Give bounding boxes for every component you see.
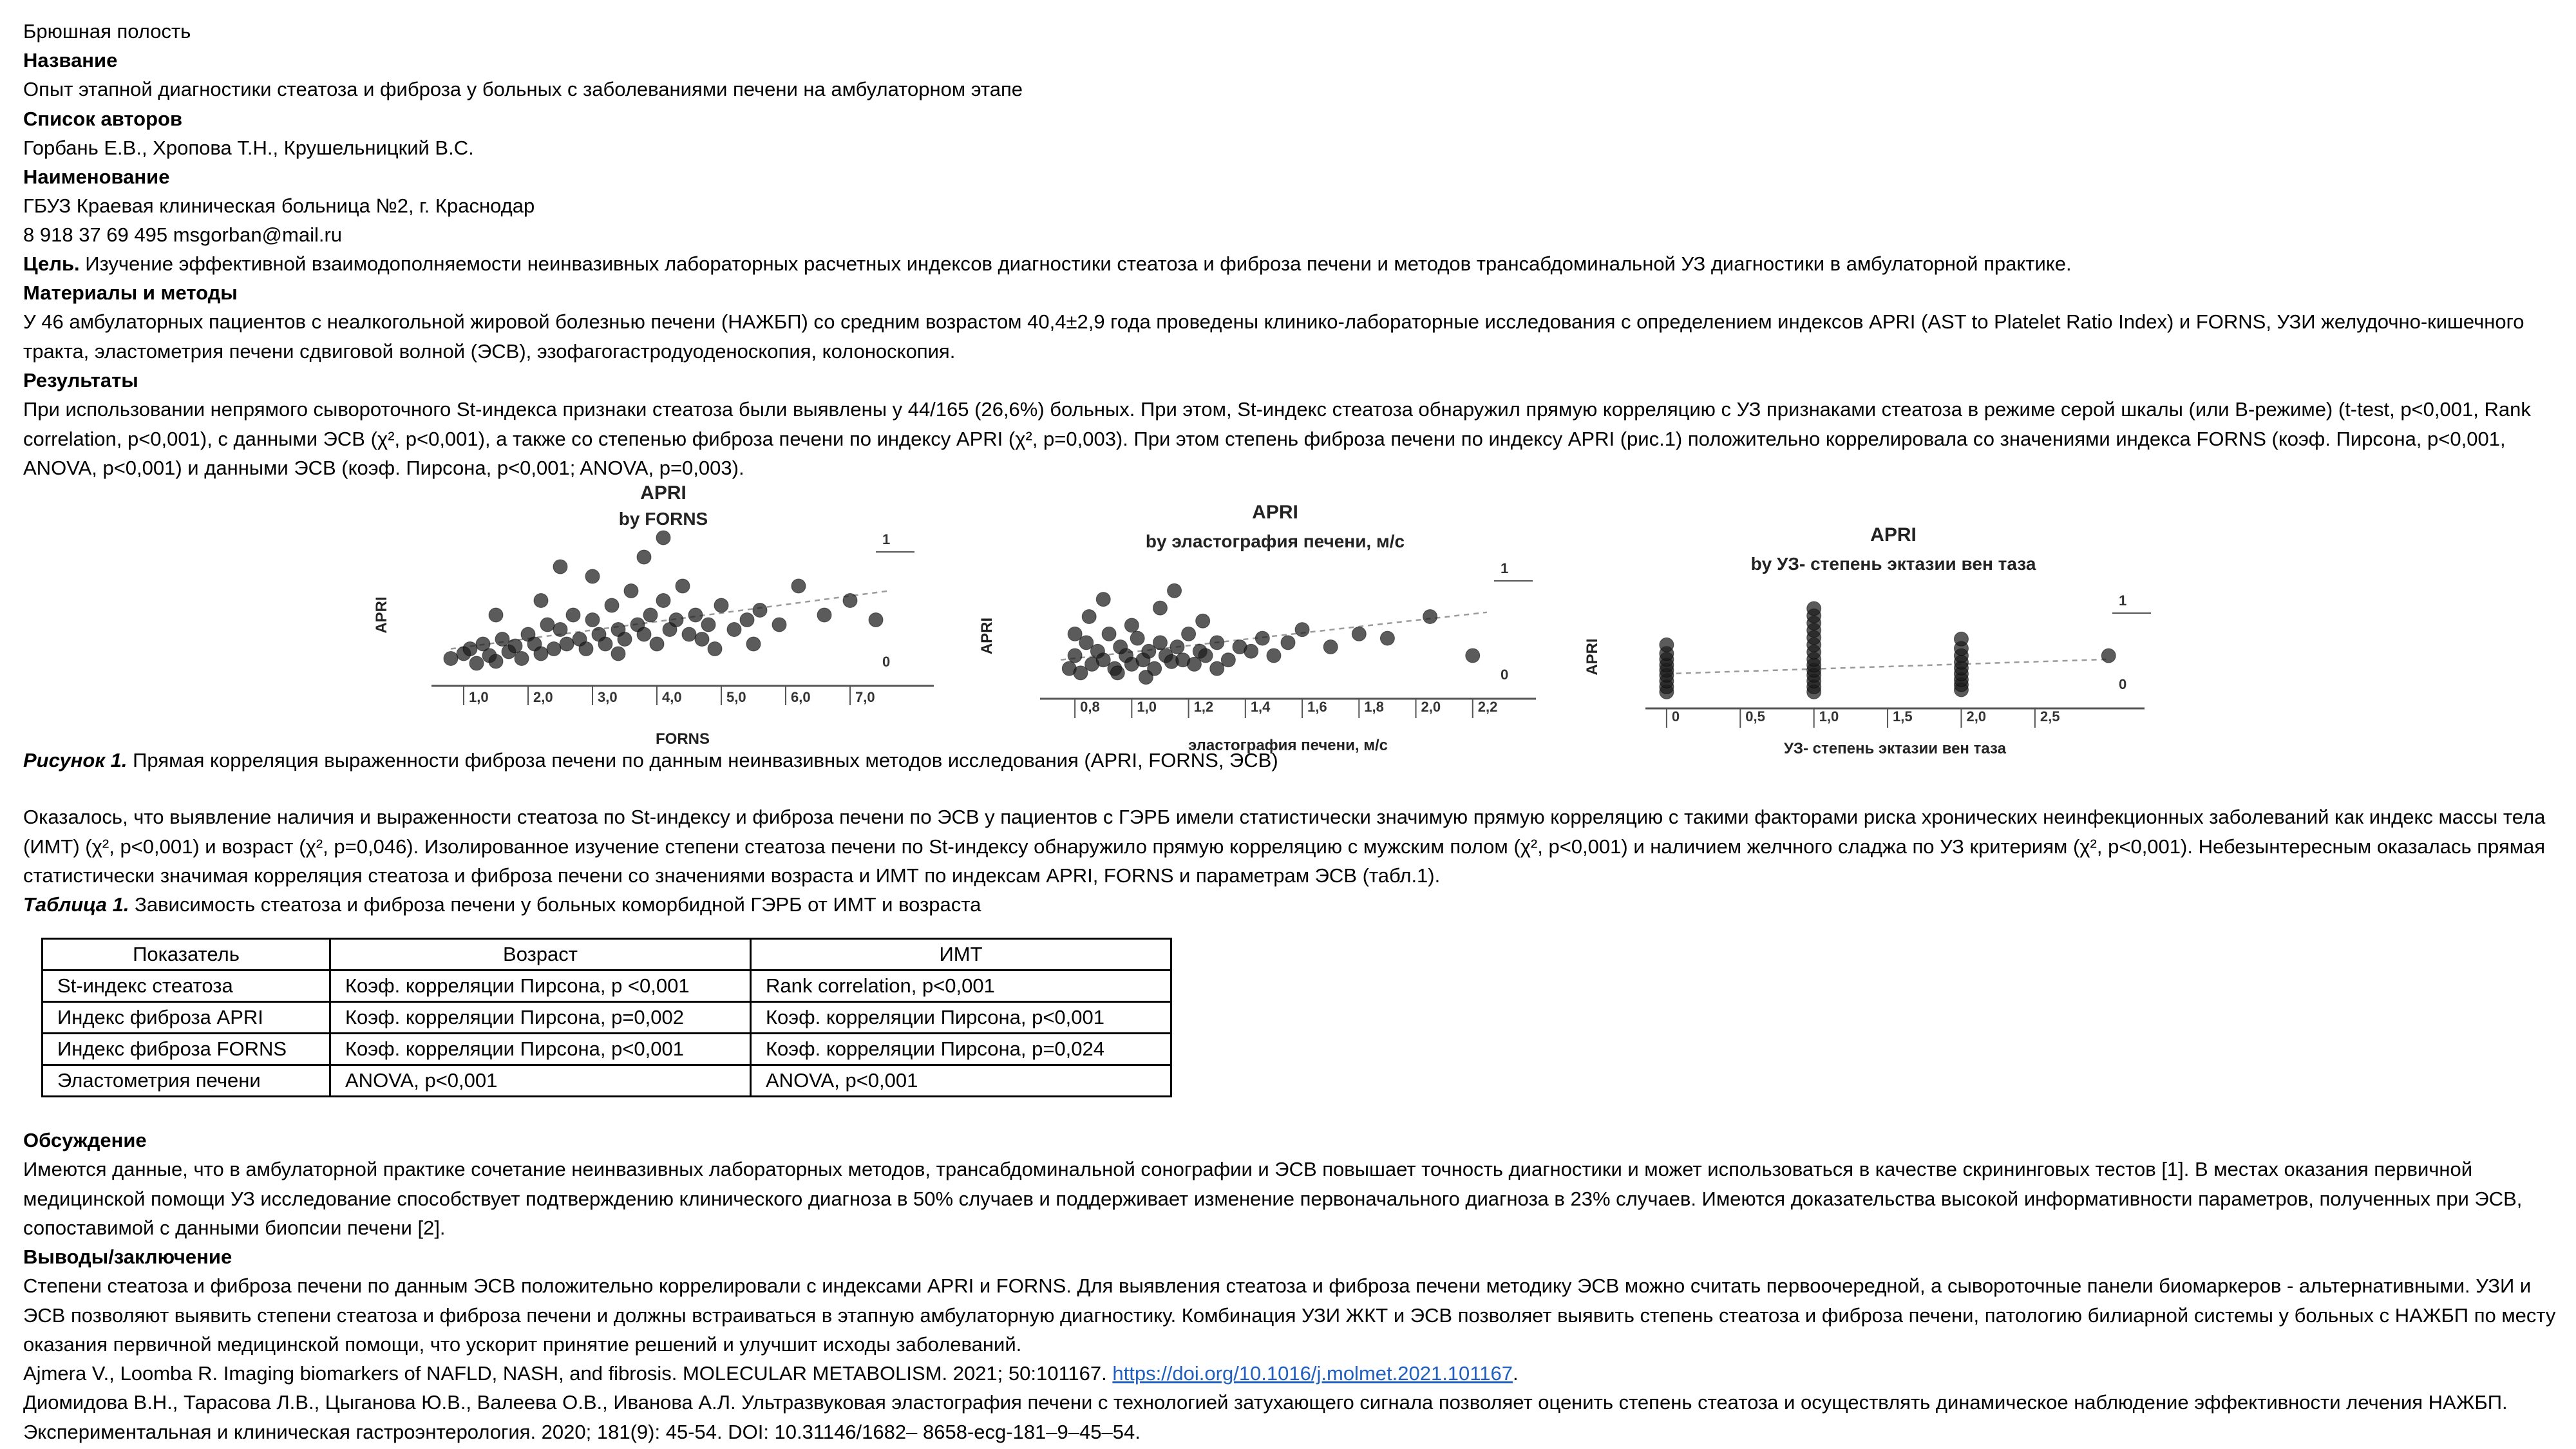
- paper-title: Опыт этапной диагностики стеатоза и фиброза у больных с заболеваниями печени на амбулаторном этапе: [23, 78, 1023, 100]
- chart-data-point: [495, 632, 509, 647]
- chart-data-point: [1295, 623, 1309, 637]
- table-cell: ANOVA, p<0,001: [330, 1065, 751, 1097]
- table-cell: Коэф. корреляции Пирсона, p=0,024: [751, 1034, 1171, 1065]
- title-heading: Название: [23, 49, 118, 71]
- aim-text: Изучение эффективной взаимодополняемости неинвазивных лабораторных расчетных индексов диагностики стеатоза и фиброза печени и методов трансабдоминальной УЗ диагностики в амбулаторной практике.: [79, 252, 2072, 275]
- chart-x-tick-label: 1,0: [469, 689, 489, 705]
- chart-x-tick-label: 7,0: [855, 689, 875, 705]
- table-cell: Индекс фиброза FORNS: [43, 1034, 330, 1065]
- chart-data-point: [695, 632, 709, 647]
- chart-x-tick-label: 2,0: [1966, 708, 1987, 724]
- table-caption-text: Зависимость стеатоза и фиброза печени у больных коморбидной ГЭРБ от ИМТ и возраста: [129, 893, 981, 916]
- reference-1-end: .: [1512, 1362, 1519, 1385]
- chart-data-point: [656, 531, 670, 545]
- chart-y-axis-label: APRI: [1584, 638, 1601, 676]
- table-row: [43, 971, 1171, 1002]
- chart-data-point: [624, 584, 638, 598]
- chart-legend-top: 1: [882, 531, 891, 547]
- chart-data-point: [869, 613, 883, 627]
- chart-data-point: [1110, 666, 1124, 680]
- chart-data-point: [540, 618, 554, 632]
- chart-x-tick-label: 5,0: [726, 689, 746, 705]
- chart-data-point: [637, 627, 651, 641]
- chart-x-tick-label: 1,8: [1364, 699, 1384, 715]
- chart-data-point: [1130, 631, 1144, 645]
- chart-data-point: [534, 594, 548, 608]
- table-cell: Индекс фиброза APRI: [43, 1002, 330, 1034]
- chart-x-tick-label: 1,0: [1819, 708, 1839, 724]
- reference-2: Диомидова В.Н., Тарасова Л.В., Цыганова Ю.В., Валеева О.В., Иванова А.Л. Ультразвуковая эластография печени с технологией затухающего сигнала позволяет оценить степень стеатоза и осуществлять динамическое наблюдение эффективности лечения НАЖБП. Экспериментальная и клиническая гастроэнтерология. 2020; 181(9): 45-54. DOI: 10.31146/1682– 8658-ecg-181–9–45–54.: [23, 1391, 2508, 1443]
- chart-data-point: [817, 608, 831, 622]
- chart-data-point: [1954, 632, 1968, 646]
- chart-data-point: [1096, 592, 1110, 607]
- chart-data-point: [1068, 627, 1082, 641]
- chart-data-point: [618, 632, 632, 647]
- aim: [23, 249, 2072, 278]
- table-header-cell: Возраст: [330, 939, 751, 971]
- chart-x-tick-label: 6,0: [791, 689, 811, 705]
- chart-data-point: [701, 618, 715, 632]
- chart-data-point: [676, 579, 690, 593]
- chart-data-point: [444, 652, 458, 666]
- chart-data-point: [1423, 610, 1437, 624]
- chart-data-point: [1068, 649, 1082, 663]
- chart-data-point: [727, 623, 741, 637]
- chart-x-tick-label: 2,2: [1477, 699, 1498, 715]
- chart-data-point: [1182, 627, 1196, 641]
- chart-data-point: [682, 627, 696, 641]
- chart-subtitle: by УЗ- степень эктазии вен таза: [1750, 554, 2036, 574]
- chart-data-point: [669, 613, 683, 627]
- reference-1: [23, 1359, 1519, 1388]
- contact: 8 918 37 69 495 msgorban@mail.ru: [23, 223, 343, 246]
- chart-data-point: [1807, 601, 1821, 616]
- table-cell: Коэф. корреляции Пирсона, p<0,001: [330, 1034, 751, 1065]
- chart-data-point: [560, 637, 574, 651]
- org-heading: Наименование: [23, 166, 170, 188]
- chart-x-tick-label: 2,0: [1421, 699, 1441, 715]
- chart-data-point: [566, 608, 580, 622]
- chart-data-point: [643, 608, 658, 622]
- chart-data-point: [1380, 631, 1394, 645]
- chart-data-point: [1466, 649, 1480, 663]
- chart-apri-by-forns: [361, 480, 953, 750]
- chart-trend-line: [1667, 659, 2108, 674]
- conclusion-heading: Выводы/заключение: [23, 1245, 232, 1268]
- chart-data-point: [1124, 618, 1139, 632]
- results-heading: Результаты: [23, 369, 138, 392]
- chart-data-point: [637, 550, 651, 564]
- table-header-row: [43, 939, 1171, 971]
- reference-1-text: Ajmera V., Loomba R. Imaging biomarkers of NAFLD, NASH, and fibrosis. MOLECULAR METABOLISM. 2021; 50:101167.: [23, 1362, 1113, 1385]
- chart-data-point: [489, 608, 503, 622]
- table-header-cell: Показатель: [43, 939, 330, 971]
- table-1: [41, 938, 1172, 1097]
- chart-x-tick-label: 4,0: [662, 689, 682, 705]
- chart-data-point: [547, 642, 561, 656]
- methods-text: У 46 амбулаторных пациентов с неалкогольной жировой болезнью печени (НАЖБП) со средним возрастом 40,4±2,9 года проведены клинико-лабораторные исследования с определением индексов APRI (AST to Platelet Ratio Index) и FORNS, УЗИ желудочно-кишечного тракта, эластометрия печени сдвиговой волной (ЭСВ), эзофагогастродуоденоскопия, колоноскопия.: [23, 310, 2524, 363]
- chart-data-point: [1153, 601, 1167, 615]
- chart-data-point: [1255, 631, 1269, 645]
- conclusion-text: Степени стеатоза и фиброза печени по данным ЭСВ положительно коррелировали с индексами APRI и FORNS. Для выявления стеатоза и фиброза печени методику ЭСВ можно считать первоочередной, а сывороточные панели биомаркеров - альтернативными. УЗИ и ЭСВ позволяют выявить степени стеатоза и фиброза печени и должны встраиваться в этапную амбулаторную диагностику. Комбинация УЗИ ЖКТ и ЭСВ позволяет выявить степень стеатоза и фиброза печени, патологию билиарной системы у больных с НАЖБП по месту оказания первичной медицинской помощи, что ускорит принятие решений и улучшит исходы заболеваний.: [23, 1274, 2556, 1356]
- chart-data-point: [843, 594, 857, 608]
- figure-caption-text: Прямая корреляция выраженности фиброза печени по данным неинвазивных методов исследования (APRI, FORNS, ЭСВ): [127, 749, 1278, 772]
- chart-legend-bottom: 0: [1501, 667, 1509, 683]
- figure-caption: [23, 746, 1278, 775]
- chart-x-tick-label: 3,0: [598, 689, 618, 705]
- chart-data-point: [1352, 627, 1366, 641]
- table-caption: [23, 890, 981, 919]
- chart-data-point: [708, 642, 722, 656]
- chart-data-point: [1168, 583, 1182, 598]
- table-cell: Коэф. корреляции Пирсона, p=0,002: [330, 1002, 751, 1034]
- chart-legend-bottom: 0: [882, 654, 891, 670]
- table-cell: St-индекс стеатоза: [43, 971, 330, 1002]
- table-cell: Коэф. корреляции Пирсона, p<0,001: [751, 1002, 1171, 1034]
- chart-y-axis-label: APRI: [373, 596, 390, 634]
- chart-data-point: [515, 652, 529, 666]
- table-row: [43, 1034, 1171, 1065]
- chart-data-point: [489, 654, 503, 668]
- chart-legend-top: 1: [2119, 592, 2127, 609]
- chart-data-point: [508, 639, 522, 653]
- paragraph-2: Оказалось, что выявление наличия и выраженности стеатоза по St-индексу и фиброза печени по ЭСВ у пациентов с ГЭРБ имели статистически значимую прямую корреляцию с такими факторами риска хронических неинфекционных заболеваний как индекс массы тела (ИМТ) (χ², p<0,001) и возраст (χ², p=0,046). Изолированное изучение степени стеатоза печени по St-индексу обнаружило прямую корреляцию с мужским полом (χ², p<0,001) и наличием желчного сладжа по УЗ критериям (χ², p<0,001). Небезынтересным оказалась прямая статистически значимая корреляция стеатоза и фиброза печени со значениями возраста и ИМТ по индексам APRI, FORNS и параметрам ЭСВ (табл.1).: [23, 806, 2546, 887]
- chart-data-point: [585, 569, 600, 583]
- chart-data-point: [553, 623, 567, 637]
- chart-data-point: [753, 603, 767, 618]
- table-cell: Коэф. корреляции Пирсона, p <0,001: [330, 971, 751, 1002]
- chart-data-point: [469, 656, 484, 670]
- authors-heading: Список авторов: [23, 108, 183, 130]
- chart-title: APRI: [640, 482, 687, 504]
- chart-legend-top: 1: [1501, 560, 1509, 576]
- chart-data-point: [650, 637, 664, 651]
- chart-data-point: [579, 642, 593, 656]
- chart-data-point: [553, 560, 567, 574]
- organization: ГБУЗ Краевая клиническая больница №2, г. Краснодар: [23, 194, 535, 217]
- chart-x-axis-label: УЗ- степень эктазии вен таза: [1784, 740, 2006, 757]
- discussion-text: Имеются данные, что в амбулаторной практике сочетание неинвазивных лабораторных методов, трансабдоминальной сонографии и ЭСВ повышает точность диагностики и может использоваться в качестве скрининговых тестов [1]. В местах оказания первичной медицинской помощи УЗ исследование способствует подтверждению клинического диагноза в 50% случаев и поддерживает изменение первоначального диагноза в 23% случаев. Имеются доказательства высокой информативности параметров, полученных при ЭСВ, сопоставимой с данными биопсии печени [2].: [23, 1158, 2523, 1239]
- chart-data-point: [1210, 661, 1224, 676]
- section-label: Брюшная полость: [23, 20, 191, 43]
- chart-data-point: [463, 642, 477, 656]
- chart-data-point: [611, 647, 625, 661]
- chart-apri-by-elastography: [966, 496, 1558, 753]
- aim-label: Цель.: [23, 252, 80, 275]
- chart-data-point: [1281, 636, 1295, 650]
- chart-x-tick-label: 2,5: [2040, 708, 2060, 724]
- chart-data-point: [1210, 636, 1224, 650]
- discussion-heading: Обсуждение: [23, 1129, 147, 1151]
- chart-data-point: [1102, 627, 1116, 641]
- chart-data-point: [2101, 649, 2116, 663]
- chart-x-tick-label: 1,2: [1193, 699, 1214, 715]
- chart-title: APRI: [1252, 502, 1298, 523]
- chart-data-point: [791, 579, 806, 593]
- chart-legend-bottom: 0: [2119, 676, 2127, 692]
- table-row: [43, 1002, 1171, 1034]
- chart-x-tick-label: 0: [1671, 708, 1680, 724]
- chart-apri-by-us-pelvic-veins: [1571, 522, 2177, 760]
- reference-1-doi-link[interactable]: https://doi.org/10.1016/j.molmet.2021.101167: [1112, 1362, 1513, 1385]
- table-cell: Эластометрия печени: [43, 1065, 330, 1097]
- chart-x-tick-label: 1,6: [1307, 699, 1327, 715]
- chart-x-axis-label: FORNS: [656, 730, 710, 748]
- chart-data-point: [1196, 614, 1210, 628]
- chart-data-point: [1082, 610, 1096, 624]
- chart-y-axis-label: APRI: [978, 617, 996, 655]
- chart-x-tick-label: 1,4: [1250, 699, 1271, 715]
- table-row: [43, 1065, 1171, 1097]
- table-cell: ANOVA, p<0,001: [751, 1065, 1171, 1097]
- chart-x-tick-label: 0,8: [1080, 699, 1100, 715]
- chart-x-tick-label: 2,0: [533, 689, 553, 705]
- chart-data-point: [740, 613, 754, 627]
- chart-x-tick-label: 1,0: [1137, 699, 1157, 715]
- methods-heading: Материалы и методы: [23, 281, 238, 304]
- chart-x-axis-label: эластография печени, м/с: [1188, 737, 1388, 753]
- figure-caption-label: Рисунок 1.: [23, 749, 128, 772]
- chart-x-tick-label: 0,5: [1745, 708, 1765, 724]
- chart-data-point: [1153, 636, 1167, 650]
- chart-data-point: [1198, 649, 1213, 663]
- table-caption-label: Таблица 1.: [23, 893, 129, 916]
- chart-title: APRI: [1870, 524, 1917, 545]
- chart-data-point: [746, 637, 761, 651]
- chart-data-point: [1660, 638, 1674, 652]
- chart-data-point: [772, 618, 786, 632]
- chart-subtitle: by FORNS: [618, 509, 708, 529]
- chart-data-point: [534, 647, 548, 661]
- chart-data-point: [714, 598, 728, 612]
- chart-data-point: [1170, 640, 1184, 654]
- table-cell: Rank correlation, p<0,001: [751, 971, 1171, 1002]
- chart-data-point: [585, 613, 600, 627]
- chart-subtitle: by эластография печени, м/с: [1145, 531, 1405, 551]
- chart-data-point: [1139, 670, 1153, 685]
- chart-data-point: [1323, 640, 1338, 654]
- chart-data-point: [688, 608, 703, 622]
- chart-data-point: [605, 598, 619, 612]
- chart-data-point: [656, 594, 670, 608]
- table-header-cell: ИМТ: [751, 939, 1171, 971]
- authors: Горбань Е.В., Хропова Т.Н., Крушельницкий В.С.: [23, 137, 474, 159]
- chart-data-point: [598, 637, 612, 651]
- chart-data-point: [1244, 644, 1258, 658]
- chart-data-point: [1267, 649, 1281, 663]
- results-text: При использовании непрямого сывороточного St-индекса признаки стеатоза были выявлены у 44/165 (26,6%) больных. При этом, St-индекс стеатоза обнаружил прямую корреляцию с УЗ признаками стеатоза в режиме серой шкалы (или B-режиме) (t-test, p<0,001, Rank correlation, p<0,001), с данными ЭСВ (χ², p<0,001), а также со степенью фиброза печени по индексу APRI (χ², p=0,003). При этом степень фиброза печени по индексу APRI (рис.1) положительно коррелировала со значениями индекса FORNS (коэф. Пирсона, p<0,001, ANOVA, p<0,001) и данными ЭСВ (коэф. Пирсона, p<0,001; ANOVA, p=0,003).: [23, 398, 2531, 479]
- chart-x-tick-label: 1,5: [1893, 708, 1913, 724]
